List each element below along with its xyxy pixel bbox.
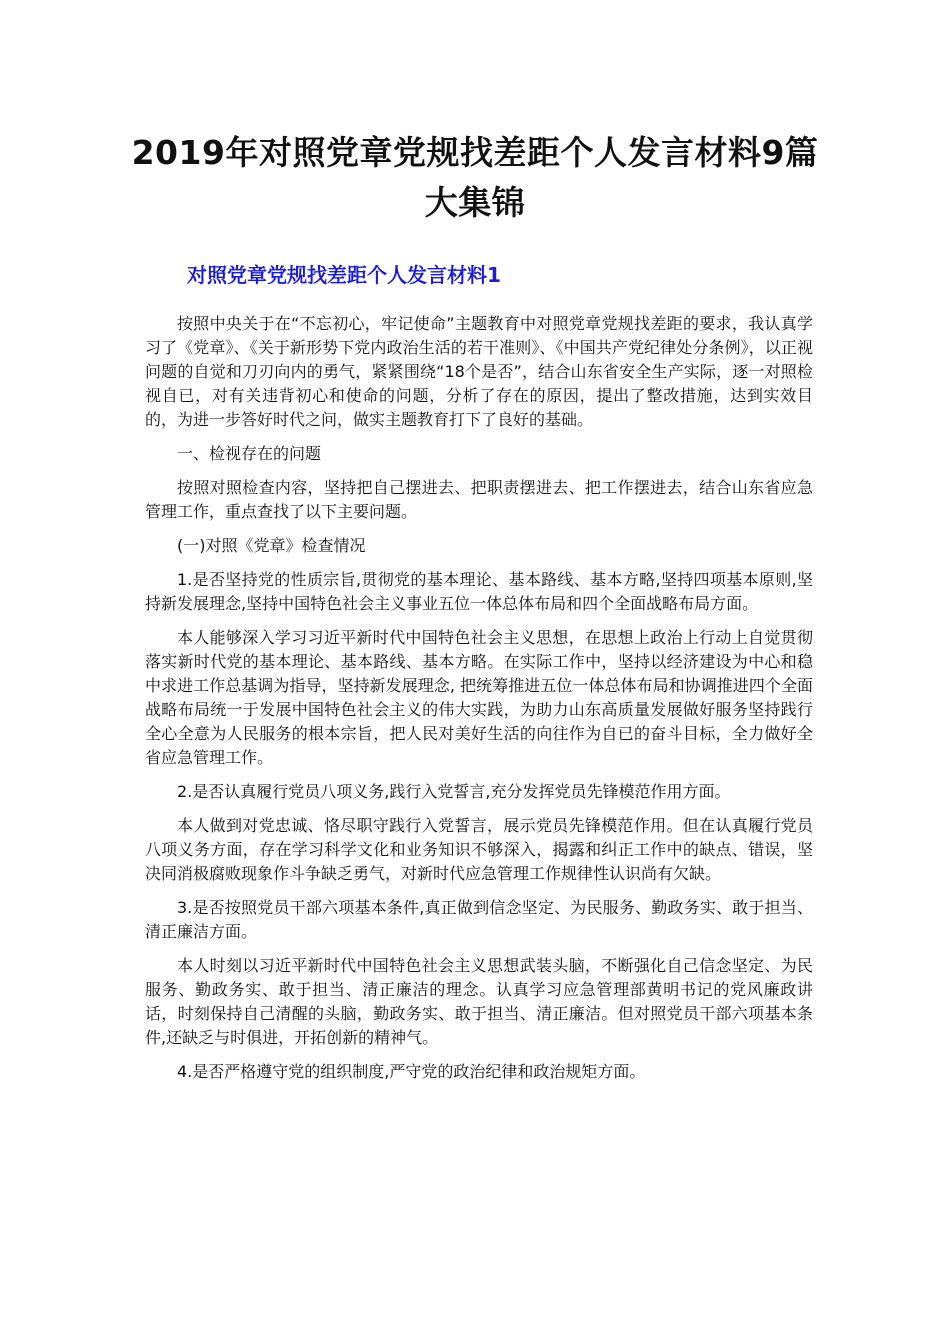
paragraph-item-4: 4.是否严格遵守党的组织制度,严守党的政治纪律和政治规矩方面。 xyxy=(177,1062,646,1081)
paragraph-item-3-response: 本人时刻以习近平新时代中国特色社会主义思想武装头脑，不断强化自己信念坚定、为民服务、勤政务实、敢于担当、清正廉洁的理念。认真学习应急管理部黄明书记的党风廉政讲话，时刻保持自己清醒的头脑，勤政务实、敢于担当、清正廉洁。但对照党员干部六项基本条件,还缺乏与时俱进，开拓创新的精神气。 xyxy=(145,956,813,1047)
paragraph-item-1-response: 本人能够深入学习习近平新时代中国特色社会主义思想，在思想上政治上行动上自觉贯彻落实新时代党的基本理论、基本路线、基本方略。在实际工作中，坚持以经济建设为中心和稳中求进工作总基调为指导，坚持新发展理念, 把统筹推进五位一体总体布局和协调推进四个全面战略布局统一于发展中国特色社会主义的伟大实践，为助力山东高质量发展做好服务坚持践行全心全意为人民服务的根本宗旨，把人民对美好生活的向往作为自已的奋斗目标，全力做好全省应急管理工作。 xyxy=(145,628,813,767)
paragraph-heading-problems: 一、检视存在的问题 xyxy=(177,444,322,463)
paragraph-item-2-response: 本人做到对党忠诚、恪尽职守践行入党誓言，展示党员先锋模范作用。但在认真履行党员八项义务方面，存在学习科学文化和业务知识不够深入，揭露和纠正工作中的缺点、错误，坚决同消极腐败现象作斗争缺乏勇气，对新时代应急管理工作规律性认识尚有欠缺。 xyxy=(145,816,813,883)
paragraph-subheading-party-constitution: (一)对照《党章》检查情况 xyxy=(177,536,366,555)
section-heading: 对照党章党规找差距个人发言材料1 xyxy=(187,263,501,287)
document-title: 2019年对照党章党规找差距个人发言材料9篇大集锦 xyxy=(131,133,819,222)
paragraph-item-1: 1.是否坚持党的性质宗旨,贯彻党的基本理论、基本路线、基本方略,坚持四项基本原则,坚持新发展理念,坚持中国特色社会主义事业五位一体总体布局和四个全面战略布局方面。 xyxy=(145,570,813,613)
paragraph-approach: 按照对照检查内容，坚持把自己摆进去、把职责摆进去、把工作摆进去，结合山东省应急管理工作，重点查找了以下主要问题。 xyxy=(145,478,813,521)
document-body xyxy=(145,312,813,1094)
paragraph-item-2: 2.是否认真履行党员八项义务,践行入党誓言,充分发挥党员先锋模范作用方面。 xyxy=(177,782,731,801)
paragraph-intro: 按照中央关于在“不忘初心，牢记使命”主题教育中对照党章党规找差距的要求，我认真学习了《党章》、《关于新形势下党内政治生活的若干准则》、《中国共产党纪律处分条例》，以正视问题的自觉和刀刃向内的勇气，紧紧围绕“18个是否”，结合山东省安全生产实际，逐一对照检视自已，对有关违背初心和使命的问题，分析了存在的原因，提出了整改措施，达到实效目的，为进一步答好时代之问，做实主题教育打下了良好的基础。 xyxy=(145,314,813,429)
paragraph-item-3: 3.是否按照党员干部六项基本条件,真正做到信念坚定、为民服务、勤政务实、敢于担当、清正廉洁方面。 xyxy=(145,898,813,941)
